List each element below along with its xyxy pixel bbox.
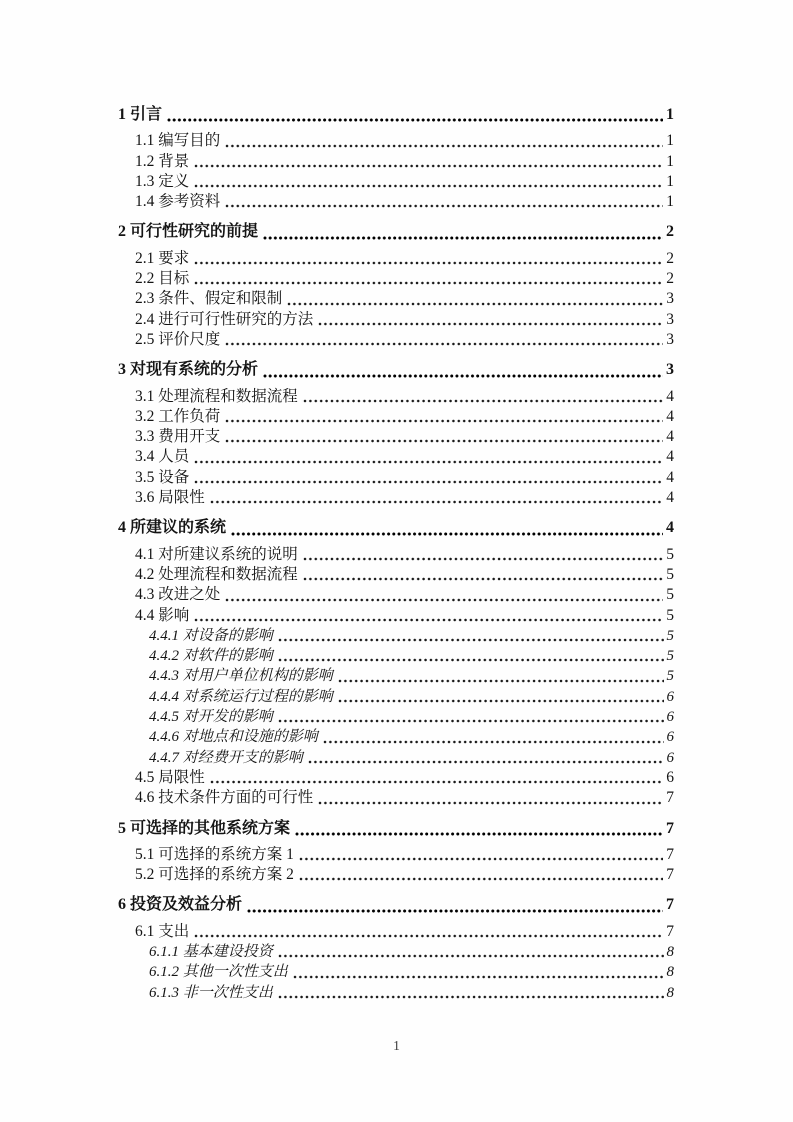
dot-leader (194, 933, 663, 939)
dot-leader (225, 597, 663, 603)
dot-leader (247, 908, 663, 914)
toc-entry-page: 4 (666, 468, 674, 486)
toc-entry[interactable] (118, 707, 674, 727)
toc-entry-label: 3.1 处理流程和数据流程 (135, 387, 298, 405)
toc-entry[interactable] (118, 895, 674, 915)
toc-entry[interactable] (118, 845, 674, 865)
toc-entry-label: 2.5 评价尺度 (135, 330, 221, 348)
toc-entry[interactable] (118, 387, 674, 407)
dot-leader (263, 235, 663, 241)
dot-leader (303, 556, 663, 562)
dot-leader (323, 739, 664, 745)
toc-entry-page: 2 (666, 270, 674, 288)
toc-entry-page: 4 (666, 407, 674, 425)
dot-leader (303, 576, 663, 582)
toc-entry[interactable] (118, 983, 674, 1003)
toc-entry-label: 5.1 可选择的系统方案 1 (135, 845, 294, 863)
toc-entry[interactable] (118, 788, 674, 808)
dot-leader (278, 953, 664, 959)
toc-entry[interactable] (118, 748, 674, 768)
toc-entry[interactable] (118, 192, 674, 212)
toc-entry-label: 5 可选择的其他系统方案 (118, 819, 291, 837)
toc-entry[interactable] (118, 269, 674, 289)
toc-entry-page: 7 (666, 896, 674, 914)
toc-entry-page: 3 (666, 290, 674, 308)
dot-leader (194, 163, 663, 169)
dot-leader (278, 718, 664, 724)
toc-entry[interactable] (118, 626, 674, 646)
toc-entry-label: 4.6 技术条件方面的可行性 (135, 789, 314, 807)
toc-entry-page: 5 (666, 545, 674, 563)
dot-leader (338, 678, 664, 684)
toc-entry-page: 3 (666, 330, 674, 348)
toc-entry-label: 4.4.1 对设备的影响 (149, 627, 273, 644)
toc-entry-page: 7 (666, 789, 674, 807)
dot-leader (299, 876, 663, 882)
toc-entry-page: 1 (666, 193, 674, 211)
dot-leader (303, 398, 663, 404)
toc-entry-label: 4.4.3 对用户单位机构的影响 (149, 668, 333, 685)
toc-entry[interactable] (118, 172, 674, 192)
toc-entry-label: 4.4.2 对软件的影响 (149, 648, 273, 665)
toc-entry[interactable] (118, 768, 674, 788)
dot-leader (318, 321, 663, 327)
toc-entry-page: 5 (666, 668, 674, 685)
dot-leader (194, 280, 663, 286)
toc-entry-label: 3 对现有系统的分析 (118, 361, 259, 379)
toc-entry-label: 2.3 条件、假定和限制 (135, 290, 283, 308)
dot-leader (299, 856, 663, 862)
toc-entry[interactable] (118, 407, 674, 427)
toc-entry[interactable] (118, 330, 674, 350)
dot-leader (194, 183, 663, 189)
toc-entry-label: 1.3 定义 (135, 172, 190, 190)
toc-entry-page: 7 (666, 866, 674, 884)
toc-entry-label: 4.4.7 对经费开支的影响 (149, 749, 303, 766)
toc-entry-page: 4 (666, 448, 674, 466)
dot-leader (225, 438, 663, 444)
dot-leader (210, 499, 663, 505)
toc-entry-page: 5 (666, 627, 674, 644)
toc-entry-page: 3 (666, 310, 674, 328)
dot-leader (338, 698, 664, 704)
toc-entry-label: 4.4 影响 (135, 606, 190, 624)
toc-entry-label: 1.1 编写目的 (135, 132, 221, 150)
toc-entry-page: 4 (666, 387, 674, 405)
toc-entry-page: 5 (666, 586, 674, 604)
toc-entry-page: 1 (666, 132, 674, 150)
toc-entry[interactable] (118, 646, 674, 666)
toc-entry[interactable] (118, 922, 674, 942)
toc-list (118, 95, 674, 1003)
toc-entry[interactable] (118, 488, 674, 508)
toc-entry[interactable] (118, 310, 674, 330)
dot-leader (278, 657, 664, 663)
toc-entry-label: 3.2 工作负荷 (135, 407, 221, 425)
dot-leader (225, 143, 663, 149)
toc-entry-label: 6.1.3 非一次性支出 (149, 984, 273, 1001)
toc-entry[interactable] (118, 687, 674, 707)
toc-entry[interactable] (118, 131, 674, 151)
toc-entry-label: 2.1 要求 (135, 249, 190, 267)
toc-entry[interactable] (118, 606, 674, 626)
toc-entry-page: 7 (666, 845, 674, 863)
toc-entry[interactable] (118, 865, 674, 885)
toc-entry-label: 6.1 支出 (135, 922, 190, 940)
toc-entry-page: 6 (666, 749, 674, 766)
dot-leader (287, 301, 663, 307)
dot-leader (318, 800, 663, 806)
toc-entry-label: 2.2 目标 (135, 270, 190, 288)
toc-entry[interactable] (118, 105, 674, 125)
toc-entry-page: 2 (666, 223, 674, 241)
toc-entry-page: 7 (666, 922, 674, 940)
toc-entry-label: 4.4.6 对地点和设施的影响 (149, 729, 318, 746)
toc-entry-label: 1.2 背景 (135, 152, 190, 170)
toc-entry[interactable] (118, 727, 674, 747)
dot-leader (263, 373, 663, 379)
toc-entry[interactable] (118, 468, 674, 488)
toc-entry-label: 4.4.4 对系统运行过程的影响 (149, 688, 333, 705)
toc-entry[interactable] (118, 360, 674, 380)
toc-entry-label: 4.3 改进之处 (135, 586, 221, 604)
toc-entry[interactable] (118, 249, 674, 269)
toc-entry-page: 7 (666, 819, 674, 837)
toc-entry[interactable] (118, 222, 674, 242)
dot-leader (278, 994, 664, 1000)
toc-entry-page: 4 (666, 428, 674, 446)
toc-entry-page: 4 (666, 489, 674, 507)
dot-leader (278, 637, 664, 643)
toc-entry[interactable] (118, 152, 674, 172)
toc-entry-label: 6.1.1 基本建设投资 (149, 943, 273, 960)
toc-entry[interactable] (118, 962, 674, 982)
toc-entry[interactable] (118, 819, 674, 839)
toc-entry-label: 4 所建议的系统 (118, 519, 227, 537)
toc-entry-label: 4.5 局限性 (135, 768, 205, 786)
toc-entry-page: 6 (666, 768, 674, 786)
toc-entry[interactable] (118, 518, 674, 538)
toc-entry-page: 8 (666, 943, 674, 960)
toc-entry-page: 5 (666, 606, 674, 624)
dot-leader (225, 418, 663, 424)
toc-entry-page: 8 (666, 984, 674, 1001)
toc-entry-page: 4 (666, 519, 674, 537)
toc-entry-label: 4.1 对所建议系统的说明 (135, 545, 298, 563)
toc-entry-label: 3.3 费用开支 (135, 428, 221, 446)
dot-leader (308, 759, 664, 765)
toc-entry-label: 6.1.2 其他一次性支出 (149, 964, 288, 981)
toc-entry-label: 3.6 局限性 (135, 489, 205, 507)
footer-page-number: 1 (393, 1038, 400, 1053)
dot-leader (231, 531, 663, 537)
dot-leader (293, 974, 664, 980)
toc-entry-label: 6 投资及效益分析 (118, 896, 243, 914)
dot-leader (194, 617, 663, 623)
toc-entry-page: 1 (666, 172, 674, 190)
toc-entry-label: 2.4 进行可行性研究的方法 (135, 310, 314, 328)
toc-entry-page: 1 (666, 152, 674, 170)
toc-entry-page: 2 (666, 249, 674, 267)
dot-leader (295, 831, 663, 837)
dot-leader (225, 341, 663, 347)
toc-entry-page: 6 (666, 729, 674, 746)
dot-leader (210, 779, 663, 785)
toc-entry-page: 6 (666, 688, 674, 705)
toc-entry[interactable] (118, 289, 674, 309)
toc-entry[interactable] (118, 545, 674, 565)
toc-entry-label: 5.2 可选择的系统方案 2 (135, 866, 294, 884)
toc-entry-label: 3.4 人员 (135, 448, 190, 466)
toc-entry[interactable] (118, 585, 674, 605)
toc-entry-page: 1 (666, 106, 674, 123)
toc-entry[interactable] (118, 666, 674, 686)
dot-leader (194, 459, 663, 465)
toc-entry-label: 3.5 设备 (135, 468, 190, 486)
toc-entry[interactable] (118, 942, 674, 962)
toc-entry-page: 5 (666, 565, 674, 583)
toc-entry-label: 2 可行性研究的前提 (118, 223, 259, 241)
toc-entry[interactable] (118, 447, 674, 467)
toc-entry-page: 5 (666, 648, 674, 665)
dot-leader (167, 117, 663, 123)
dot-leader (225, 203, 663, 209)
toc-entry-page: 8 (666, 964, 674, 981)
toc-entry[interactable] (118, 565, 674, 585)
toc-entry-label: 1.4 参考资料 (135, 193, 221, 211)
dot-leader (194, 260, 663, 266)
toc-entry-page: 6 (666, 709, 674, 726)
toc-entry-label: 4.4.5 对开发的影响 (149, 709, 273, 726)
toc-entry-label: 4.2 处理流程和数据流程 (135, 565, 298, 583)
dot-leader (194, 479, 663, 485)
toc-entry-label: 1 引言 (118, 106, 163, 123)
toc-entry-page: 3 (666, 361, 674, 379)
toc-entry[interactable] (118, 427, 674, 447)
